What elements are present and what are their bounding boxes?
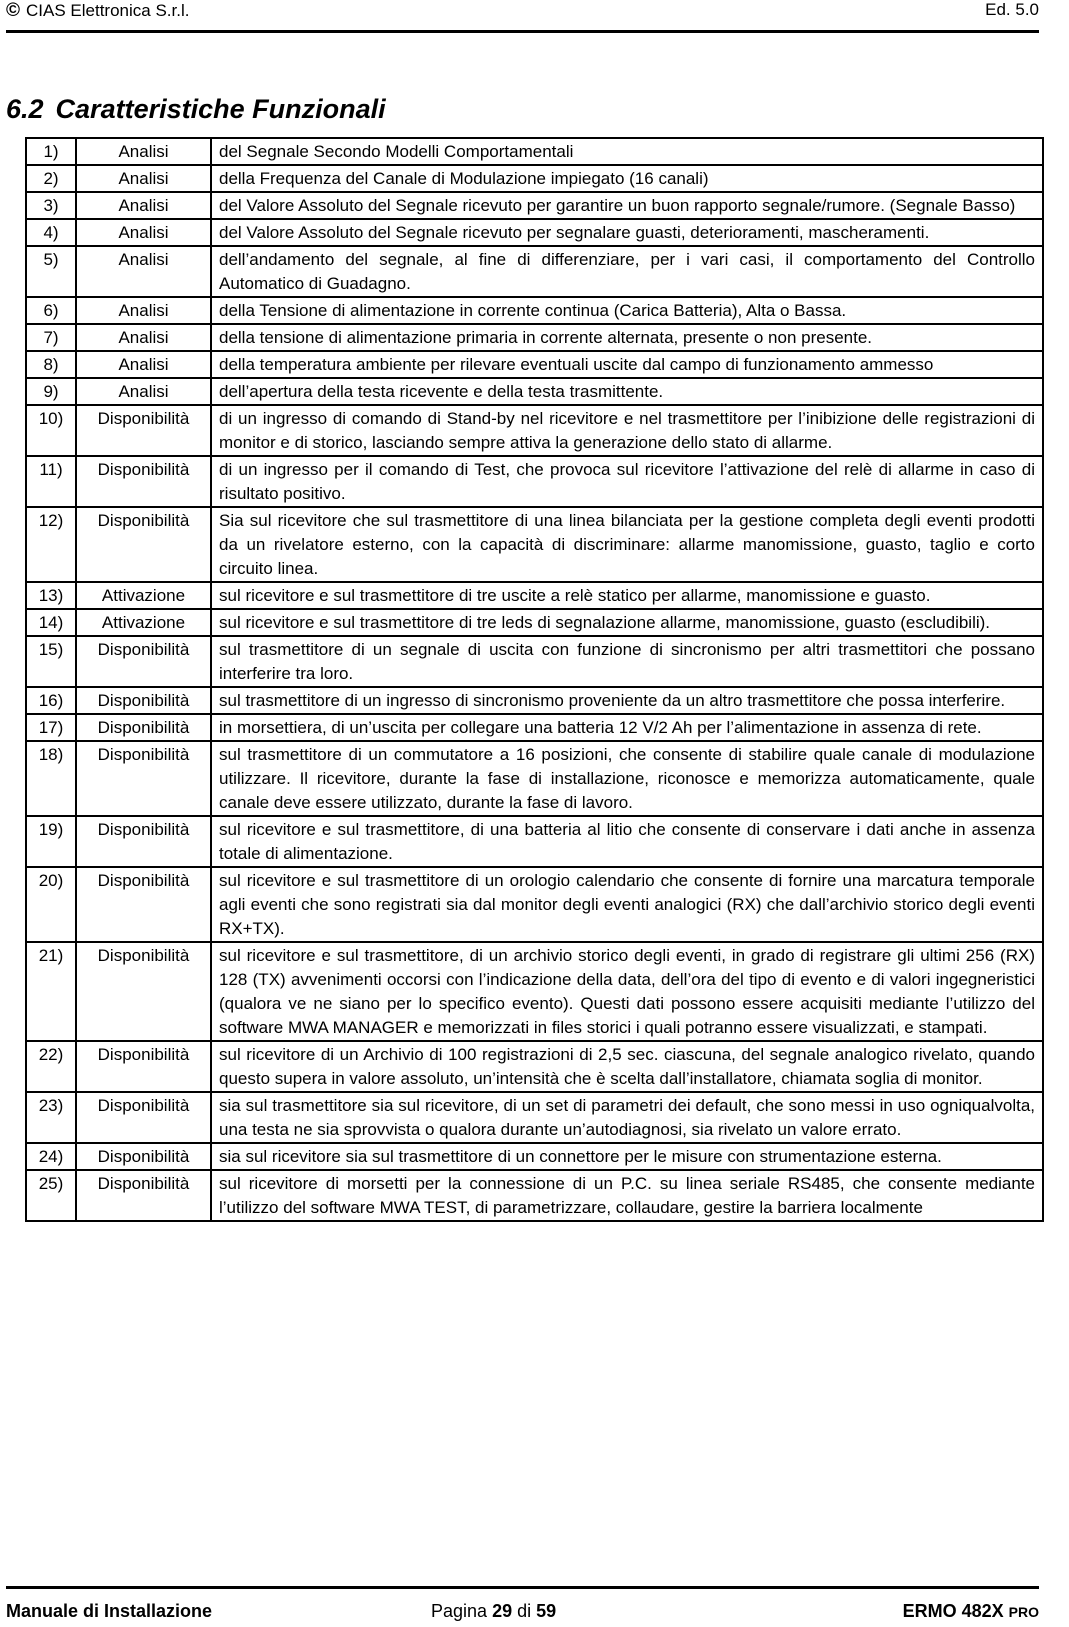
row-number: 19) [26,816,76,867]
row-number: 24) [26,1143,76,1170]
row-number: 5) [26,246,76,297]
table-row [26,507,1043,582]
table-row [26,1092,1043,1143]
row-number: 14) [26,609,76,636]
row-number: 17) [26,714,76,741]
row-number: 18) [26,741,76,816]
row-type: Analisi [76,378,211,405]
row-number: 10) [26,405,76,456]
row-description: dell’andamento del segnale, al fine di differenziare, per i vari casi, il comportamento del Controllo Automatico di Guadagno. [211,246,1043,297]
row-type: Disponibilità [76,1092,211,1143]
row-number: 16) [26,687,76,714]
table-row [26,405,1043,456]
table-row [26,138,1043,165]
product-model: ERMO 482X [902,1601,1004,1621]
section-number: 6.2 [6,94,44,124]
page-number: 29 [492,1601,513,1621]
product-name [903,1601,1039,1622]
row-type: Disponibilità [76,942,211,1041]
row-description: sia sul trasmettitore sia sul ricevitore, di un set di parametri dei default, che sono messi in uso ogniqualvolta, una testa ne sia sprovvista o qualora durante un’autodiagnosi, sia rivelato un valore errato. [211,1092,1043,1143]
row-number: 22) [26,1041,76,1092]
row-type: Disponibilità [76,456,211,507]
row-type: Disponibilità [76,1170,211,1221]
row-number: 21) [26,942,76,1041]
row-type: Analisi [76,246,211,297]
features-table-body [26,138,1043,1221]
page-label: Pagina [431,1601,488,1621]
row-description: sul ricevitore e sul trasmettitore, di una batteria al litio che consente di conservare i dati anche in assenza totale di alimentazione. [211,816,1043,867]
row-number: 3) [26,192,76,219]
row-description: del Valore Assoluto del Segnale ricevuto per garantire un buon rapporto segnale/rumore. (Segnale Basso) [211,192,1043,219]
row-number: 7) [26,324,76,351]
row-description: della tensione di alimentazione primaria in corrente alternata, presente o non presente. [211,324,1043,351]
row-type: Disponibilità [76,687,211,714]
table-row [26,714,1043,741]
row-description: sul trasmettitore di un ingresso di sincronismo proveniente da un altro trasmettitore che possa interferire. [211,687,1043,714]
row-type: Analisi [76,192,211,219]
table-row [26,1143,1043,1170]
row-number: 4) [26,219,76,246]
page-header [6,0,1039,33]
table-row [26,324,1043,351]
features-table [25,137,1044,1222]
table-row [26,219,1043,246]
row-number: 6) [26,297,76,324]
table-row [26,297,1043,324]
row-type: Disponibilità [76,1143,211,1170]
row-type: Disponibilità [76,714,211,741]
row-type: Attivazione [76,609,211,636]
row-number: 23) [26,1092,76,1143]
row-type: Analisi [76,297,211,324]
of-label: di [517,1601,532,1621]
section-title-text: Caratteristiche Funzionali [55,94,386,124]
row-description: sia sul ricevitore sia sul trasmettitore di un connettore per le misure con strumentazione esterna. [211,1143,1043,1170]
table-row [26,378,1043,405]
product-suffix: PRO [1008,1604,1039,1620]
page-total: 59 [536,1601,557,1621]
table-row [26,609,1043,636]
row-number: 9) [26,378,76,405]
row-number: 1) [26,138,76,165]
row-type: Analisi [76,165,211,192]
row-type: Disponibilità [76,741,211,816]
row-type: Analisi [76,324,211,351]
table-row [26,636,1043,687]
page-indicator [431,1601,556,1622]
copyright-symbol: © [6,0,20,21]
row-number: 15) [26,636,76,687]
row-description: del Segnale Secondo Modelli Comportamentali [211,138,1043,165]
row-type: Attivazione [76,582,211,609]
row-type: Disponibilità [76,867,211,942]
section-title [6,94,386,125]
row-description: dell’apertura della testa ricevente e della testa trasmittente. [211,378,1043,405]
row-type: Disponibilità [76,816,211,867]
page-footer [6,1586,1039,1627]
edition-label: Ed. 5.0 [985,0,1039,19]
table-row [26,741,1043,816]
row-description: di un ingresso per il comando di Test, che provoca sul ricevitore l’attivazione del relè di allarme in caso di risultato positivo. [211,456,1043,507]
row-description: sul ricevitore e sul trasmettitore di tre uscite a relè statico per allarme, manomissione e guasto. [211,582,1043,609]
row-description: sul ricevitore di un Archivio di 100 registrazioni di 2,5 sec. ciascuna, del segnale analogico rivelato, quando questo supera in valore assoluto, un’intensità che è scelta dall’installatore, chiamata soglia di monitor. [211,1041,1043,1092]
table-row [26,582,1043,609]
table-row [26,1041,1043,1092]
table-row [26,942,1043,1041]
row-description: in morsettiera, di un’uscita per collegare una batteria 12 V/2 Ah per l’alimentazione in assenza di rete. [211,714,1043,741]
row-description: sul ricevitore e sul trasmettitore di un orologio calendario che consente di fornire una marcatura temporale agli eventi che sono registrati sia dal monitor degli eventi analogici (RX) che dall’archivio storico degli eventi RX+TX). [211,867,1043,942]
manual-title: Manuale di Installazione [6,1601,213,1621]
row-type: Analisi [76,351,211,378]
row-number: 12) [26,507,76,582]
row-description: sul ricevitore e sul trasmettitore di tre leds di segnalazione allarme, manomissione, guasto (escludibili). [211,609,1043,636]
row-type: Disponibilità [76,1041,211,1092]
row-description: sul ricevitore di morsetti per la connessione di un P.C. su linea seriale RS485, che consente mediante l’utilizzo del software MWA TEST, di parametrizzare, collaudare, gestire la barriera localmente [211,1170,1043,1221]
table-row [26,192,1043,219]
row-description: della temperatura ambiente per rilevare eventuali uscite dal campo di funzionamento ammesso [211,351,1043,378]
row-number: 20) [26,867,76,942]
row-type: Disponibilità [76,507,211,582]
row-description: di un ingresso di comando di Stand-by nel ricevitore e nel trasmettitore per l’inibizione delle registrazioni di monitor e di storico, lasciando sempre attiva la generazione dello stato di allarme. [211,405,1043,456]
row-number: 11) [26,456,76,507]
row-type: Analisi [76,138,211,165]
table-row [26,867,1043,942]
row-description: del Valore Assoluto del Segnale ricevuto per segnalare guasti, deterioramenti, mascheramenti. [211,219,1043,246]
row-number: 13) [26,582,76,609]
company-name: CIAS Elettronica S.r.l. [26,1,190,20]
table-row [26,456,1043,507]
row-description: della Tensione di alimentazione in corrente continua (Carica Batteria), Alta o Bassa. [211,297,1043,324]
table-row [26,351,1043,378]
table-row [26,1170,1043,1221]
row-description: sul ricevitore e sul trasmettitore, di un archivio storico degli eventi, in grado di registrare gli ultimi 256 (RX) 128 (TX) avvenimenti occorsi con l’indicazione della data, dell’ora del tipo di evento e di valori ingegneristici (qualora ve ne siano per lo specifico evento). Questi dati possono essere acquisiti mediante l’utilizzo del software MWA MANAGER e memorizzati in files storici i quali potranno essere visualizzati, e stampati. [211,942,1043,1041]
row-type: Analisi [76,219,211,246]
table-row [26,687,1043,714]
row-number: 2) [26,165,76,192]
table-row [26,816,1043,867]
row-type: Disponibilità [76,405,211,456]
table-row [26,165,1043,192]
row-description: sul trasmettitore di un segnale di uscita con funzione di sincronismo per altri trasmettitori che possano interferire tra loro. [211,636,1043,687]
row-description: della Frequenza del Canale di Modulazione impiegato (16 canali) [211,165,1043,192]
row-number: 25) [26,1170,76,1221]
table-row [26,246,1043,297]
row-type: Disponibilità [76,636,211,687]
row-description: sul trasmettitore di un commutatore a 16 posizioni, che consente di stabilire quale canale di modulazione utilizzare. Il ricevitore, durante la fase di installazione, riconosce e memorizza automaticamente, quale canale deve essere utilizzato, durante la fase di lavoro. [211,741,1043,816]
row-number: 8) [26,351,76,378]
row-description: Sia sul ricevitore che sul trasmettitore di una linea bilanciata per la gestione completa degli eventi prodotti da un rivelatore esterno, con la capacità di discriminare: allarme manomissione, guasto, taglio e corto circuito linea. [211,507,1043,582]
header-left [6,0,189,22]
